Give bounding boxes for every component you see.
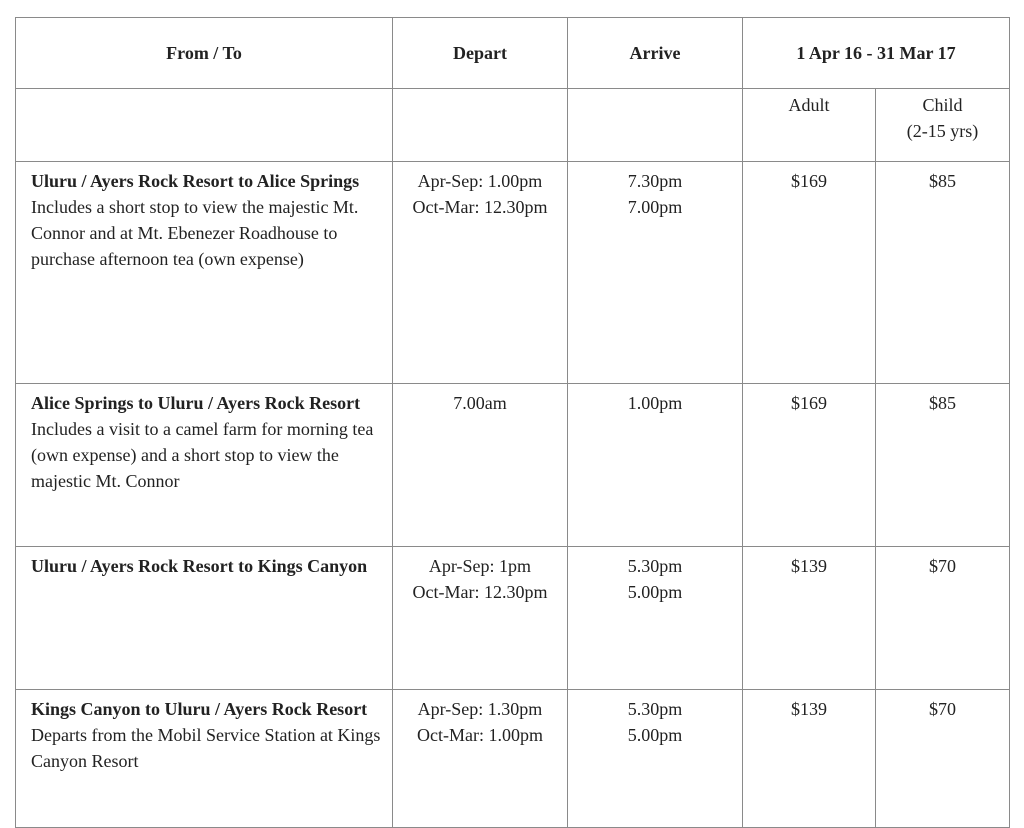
child-price: $85 <box>876 384 1010 547</box>
header-arrive: Arrive <box>568 18 743 89</box>
depart-time: 7.00am <box>453 393 507 413</box>
child-price: $70 <box>876 690 1010 828</box>
arrive-time: 7.30pm <box>627 171 683 191</box>
depart-cell <box>393 690 568 828</box>
subheader-child <box>876 89 1010 162</box>
adult-price: $139 <box>743 690 876 828</box>
adult-price: $169 <box>743 162 876 384</box>
subheader-empty <box>16 89 393 162</box>
route-name: Uluru / Ayers Rock Resort to Alice Springs <box>31 171 360 191</box>
arrive-cell <box>568 162 743 384</box>
depart-cell <box>393 384 568 547</box>
depart-cell <box>393 547 568 690</box>
arrive-time: 5.00pm <box>627 582 683 602</box>
table-row <box>16 547 1010 690</box>
arrive-time: 7.00pm <box>627 197 683 217</box>
adult-price: $139 <box>743 547 876 690</box>
arrive-time: 5.30pm <box>627 699 683 719</box>
fare-timetable <box>15 17 1010 828</box>
route-cell <box>16 384 393 547</box>
route-cell <box>16 547 393 690</box>
adult-price: $169 <box>743 384 876 547</box>
depart-time: Apr-Sep: 1.30pm <box>417 699 543 719</box>
subheader-adult: Adult <box>743 89 876 162</box>
subheader-row <box>16 89 1010 162</box>
arrive-cell <box>568 384 743 547</box>
child-price: $85 <box>876 162 1010 384</box>
child-price: $70 <box>876 547 1010 690</box>
route-description: Departs from the Mobil Service Station at Kings Canyon Resort <box>31 725 381 771</box>
depart-time: Oct-Mar: 12.30pm <box>412 197 548 217</box>
depart-time: Apr-Sep: 1pm <box>428 556 532 576</box>
depart-cell <box>393 162 568 384</box>
arrive-time: 5.30pm <box>627 556 683 576</box>
arrive-time: 1.00pm <box>627 393 683 413</box>
route-description: Includes a visit to a camel farm for morning tea (own expense) and a short stop to view the majestic Mt. Connor <box>31 419 374 491</box>
depart-time: Oct-Mar: 1.00pm <box>417 725 543 745</box>
table-row <box>16 384 1010 547</box>
arrive-time: 5.00pm <box>627 725 683 745</box>
depart-time: Oct-Mar: 12.30pm <box>412 582 548 602</box>
arrive-cell <box>568 690 743 828</box>
child-age-note: (2-15 yrs) <box>906 121 979 141</box>
subheader-empty <box>393 89 568 162</box>
route-name: Uluru / Ayers Rock Resort to Kings Canyon <box>31 556 368 576</box>
table-row <box>16 162 1010 384</box>
route-description: Includes a short stop to view the majestic Mt. Connor and at Mt. Ebenezer Roadhouse to purchase afternoon tea (own expense) <box>31 197 359 269</box>
header-row <box>16 18 1010 89</box>
route-cell <box>16 690 393 828</box>
depart-time: Apr-Sep: 1.00pm <box>417 171 543 191</box>
subheader-empty <box>568 89 743 162</box>
arrive-cell <box>568 547 743 690</box>
route-cell <box>16 162 393 384</box>
table-row <box>16 690 1010 828</box>
child-label: Child <box>922 95 963 115</box>
route-name: Kings Canyon to Uluru / Ayers Rock Resort <box>31 699 368 719</box>
route-name: Alice Springs to Uluru / Ayers Rock Resort <box>31 393 361 413</box>
header-from-to: From / To <box>16 18 393 89</box>
header-period: 1 Apr 16 - 31 Mar 17 <box>743 18 1010 89</box>
header-depart: Depart <box>393 18 568 89</box>
